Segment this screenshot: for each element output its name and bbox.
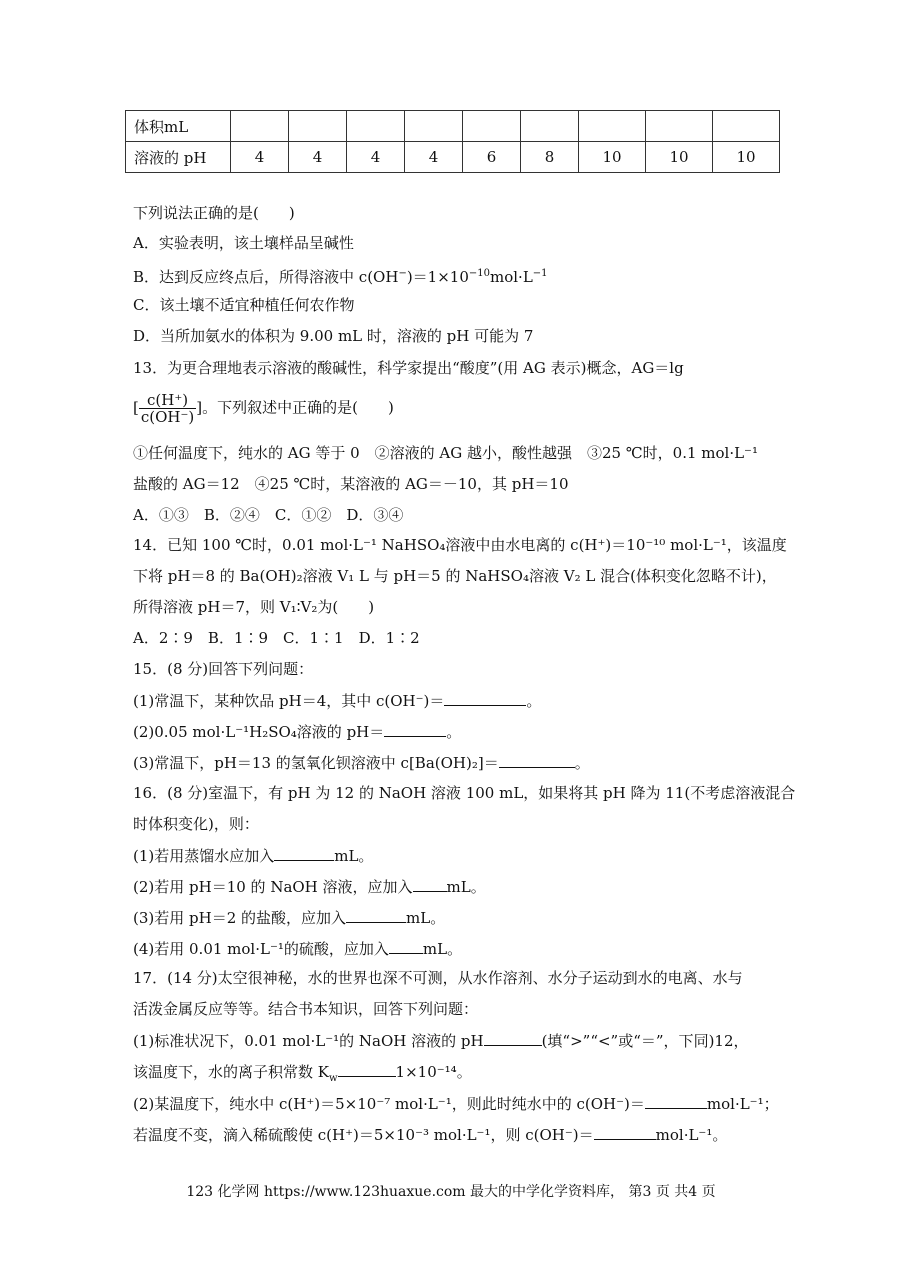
q15-part1: (1)常温下，某种饮品 pH＝4，其中 c(OH⁻)＝ 。 — [133, 692, 542, 710]
table-row — [126, 142, 780, 173]
answer-blank[interactable] — [484, 1030, 542, 1046]
table-cell: 4 — [347, 142, 405, 173]
q13-options: A．①③ B．②④ C．①② D．③④ — [133, 506, 404, 524]
q17-line2: 活泼金属反应等等。结合书本知识，回答下列问题： — [133, 1000, 479, 1018]
table-cell: 10 — [646, 142, 713, 173]
q13-fraction: $\frac{c(H^+)}{c(OH^-)}$ — [140, 391, 195, 426]
answer-blank[interactable] — [413, 876, 447, 892]
q12-option-d: D．当所加氨水的体积为 9.00 mL 时，溶液的 pH 可能为 7 — [133, 327, 534, 345]
q14-options: A．2∶9 B．1∶9 C．1∶1 D．1∶2 — [133, 629, 420, 647]
q14-line2: 下将 pH＝8 的 Ba(OH)₂溶液 V₁ L 与 pH＝5 的 NaHSO₄溶液 V₂ L 混合(体积变化忽略不计)， — [133, 567, 777, 585]
table-cell: 8 — [521, 142, 579, 173]
q17-line1: 17．(14 分)太空很神秘，水的世界也深不可测，从水作溶剂、水分子运动到水的电离、水与 — [133, 969, 743, 987]
table-cell: 10 — [713, 142, 780, 173]
answer-blank[interactable] — [444, 690, 526, 706]
q15-part3: (3)常温下，pH＝13 的氢氧化钡溶液中 c[Ba(OH)₂]＝ 。 — [133, 754, 590, 772]
answer-blank[interactable] — [499, 752, 575, 768]
answer-blank[interactable] — [389, 938, 423, 954]
q13-line1: 13．为更合理地表示溶液的酸碱性，科学家提出“酸度”(用 AG 表示)概念，AG＝lg — [133, 359, 684, 377]
q15-part2: (2)0.05 mol·L⁻¹H₂SO₄溶液的 pH＝ 。 — [133, 723, 462, 741]
answer-blank[interactable] — [346, 907, 406, 923]
table-cell: 4 — [231, 142, 289, 173]
q17-part2-cont: 若温度不变，滴入稀硫酸使 c(H⁺)＝5×10⁻³ mol·L⁻¹，则 c(OH⁻)＝ mol·L⁻¹。 — [133, 1126, 728, 1144]
q16-part1: (1)若用蒸馏水应加入 mL。 — [133, 847, 374, 865]
page-footer: 123 化学网 https://www.123huaxue.com 最大的中学化学资料库， 第3 页 共4 页 — [186, 1184, 716, 1200]
q16-part2: (2)若用 pH＝10 的 NaOH 溶液，应加入 mL。 — [133, 878, 486, 896]
q15-title: 15．(8 分)回答下列问题： — [133, 660, 314, 678]
q17-part2: (2)某温度下，纯水中 c(H⁺)＝5×10⁻⁷ mol·L⁻¹，则此时纯水中的 c(OH⁻)＝ mol·L⁻¹； — [133, 1095, 779, 1113]
q14-line1: 14．已知 100 ℃时，0.01 mol·L⁻¹ NaHSO₄溶液中由水电离的 c(H⁺)＝10⁻¹⁰ mol·L⁻¹，该温度 — [133, 536, 787, 554]
q13-line4: 盐酸的 AG＝12 ④25 ℃时，某溶液的 AG＝－10，其 pH＝10 — [133, 475, 569, 493]
table-cell: 6 — [463, 142, 521, 173]
q14-line3: 所得溶液 pH＝7，则 V₁∶V₂为( ) — [133, 598, 375, 616]
q16-part4: (4)若用 0.01 mol·L⁻¹的硫酸，应加入 mL。 — [133, 940, 463, 958]
answer-blank[interactable] — [384, 721, 446, 737]
answer-blank[interactable] — [274, 845, 334, 861]
answer-blank[interactable] — [594, 1124, 656, 1140]
q16-line2: 时体积变化)，则： — [133, 815, 259, 833]
table-row-label: 溶液的 pH — [126, 142, 231, 173]
q17-part1: (1)标准状况下，0.01 mol·L⁻¹的 NaOH 溶液的 pH (填“>”“<”或“＝”，下同)12， — [133, 1032, 749, 1050]
answer-blank[interactable] — [338, 1061, 396, 1077]
q17-part1-cont: 该温度下，水的离子积常数 $K_w$ 1×10⁻¹⁴。 — [133, 1063, 472, 1084]
q13-line2: [ $\frac{c(H^+)}{c(OH^-)}$ ]。下列叙述中正确的是( ) — [133, 391, 394, 426]
table-cell: 10 — [579, 142, 646, 173]
answer-blank[interactable] — [645, 1093, 707, 1109]
q12-option-a: A．实验表明，该土壤样品呈碱性 — [133, 234, 354, 252]
table-row — [126, 111, 780, 142]
table-cell: 4 — [289, 142, 347, 173]
q12-stem: 下列说法正确的是( ) — [133, 204, 295, 222]
q16-part3: (3)若用 pH＝2 的盐酸，应加入 mL。 — [133, 909, 446, 927]
ph-table — [125, 110, 780, 173]
table-row-label: 体积mL — [126, 111, 231, 142]
q12-option-b: B．达到反应终点后，所得溶液中 $c(OH^-)=1\times 10^{-10}mol\cdot L^{-1}$ — [133, 268, 548, 286]
q12-option-c: C．该土壤不适宜种植任何农作物 — [133, 296, 355, 314]
q16-line1: 16．(8 分)室温下，有 pH 为 12 的 NaOH 溶液 100 mL，如果将其 pH 降为 11(不考虑溶液混合 — [133, 784, 796, 802]
q13-line3: ①任何温度下，纯水的 AG 等于 0 ②溶液的 AG 越小，酸性越强 ③25 ℃时，0.1 mol·L⁻¹ — [133, 444, 758, 462]
table-cell: 4 — [405, 142, 463, 173]
